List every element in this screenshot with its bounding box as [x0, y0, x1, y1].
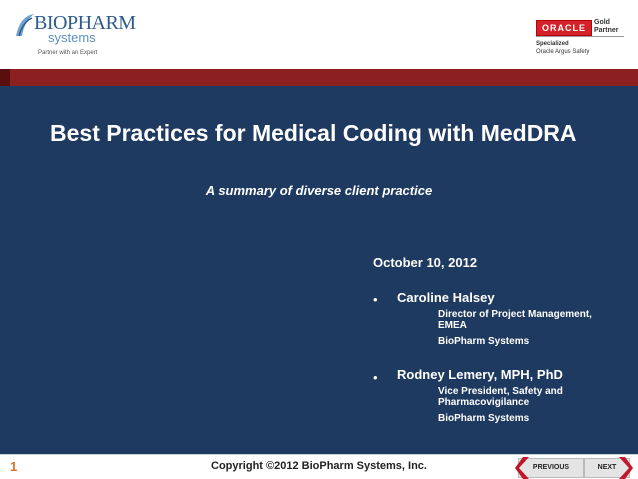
presenter-title-line2: EMEA [438, 320, 467, 331]
page-number: 1 [10, 459, 18, 474]
previous-label: PREVIOUS [532, 464, 570, 471]
presenter-title-line2: Pharmacovigilance [438, 397, 530, 408]
oracle-brand: ORACLE [542, 23, 586, 33]
bullet-marker: • [373, 292, 378, 307]
specialization-label: Specialized [536, 41, 569, 47]
presenter-name: Caroline Halsey [397, 290, 495, 305]
biopharm-logo-icon [14, 12, 36, 38]
bullet-marker: • [373, 370, 378, 385]
logo-tagline: Partner with an Expert [38, 50, 98, 56]
logo-wordmark: BIOPHARM [34, 12, 136, 34]
slide-subtitle: A summary of diverse client practice [205, 183, 433, 198]
next-label: NEXT [597, 464, 617, 471]
slide-title: Best Practices for Medical Coding with MedDRA [50, 120, 577, 146]
presenter-company: BioPharm Systems [438, 413, 530, 424]
oracle-partner-badge [536, 16, 626, 60]
presenter-name: Rodney Lemery, MPH, PhD [397, 367, 563, 382]
previous-button[interactable] [518, 458, 584, 478]
presenter-title-line1: Vice President, Safety and [438, 386, 563, 397]
presenter-title [438, 386, 563, 408]
header-band [0, 0, 638, 69]
copyright-text: Copyright ©2012 BioPharm Systems, Inc. [211, 460, 427, 472]
partner-tier-line1: Gold [594, 19, 610, 26]
footer-bar [0, 454, 638, 479]
partner-tier-line2: Partner [594, 27, 619, 34]
presenter-company: BioPharm Systems [438, 336, 530, 347]
specialization-product: Oracle Argus Safety [536, 49, 590, 55]
next-button[interactable] [584, 458, 630, 478]
oracle-logo-icon [536, 20, 592, 36]
accent-bar-edge [0, 69, 10, 86]
presenter-title-line1: Director of Project Management, [438, 309, 592, 320]
presenter-title [438, 309, 592, 331]
presentation-date: October 10, 2012 [373, 255, 478, 270]
next-arrow-icon [619, 457, 633, 479]
biopharm-logo [14, 10, 136, 62]
badge-divider [536, 36, 624, 37]
accent-bar [0, 69, 638, 86]
previous-arrow-icon [515, 457, 529, 479]
partner-tier [594, 19, 619, 35]
logo-subword: systems [48, 30, 96, 45]
specialization [536, 40, 589, 56]
